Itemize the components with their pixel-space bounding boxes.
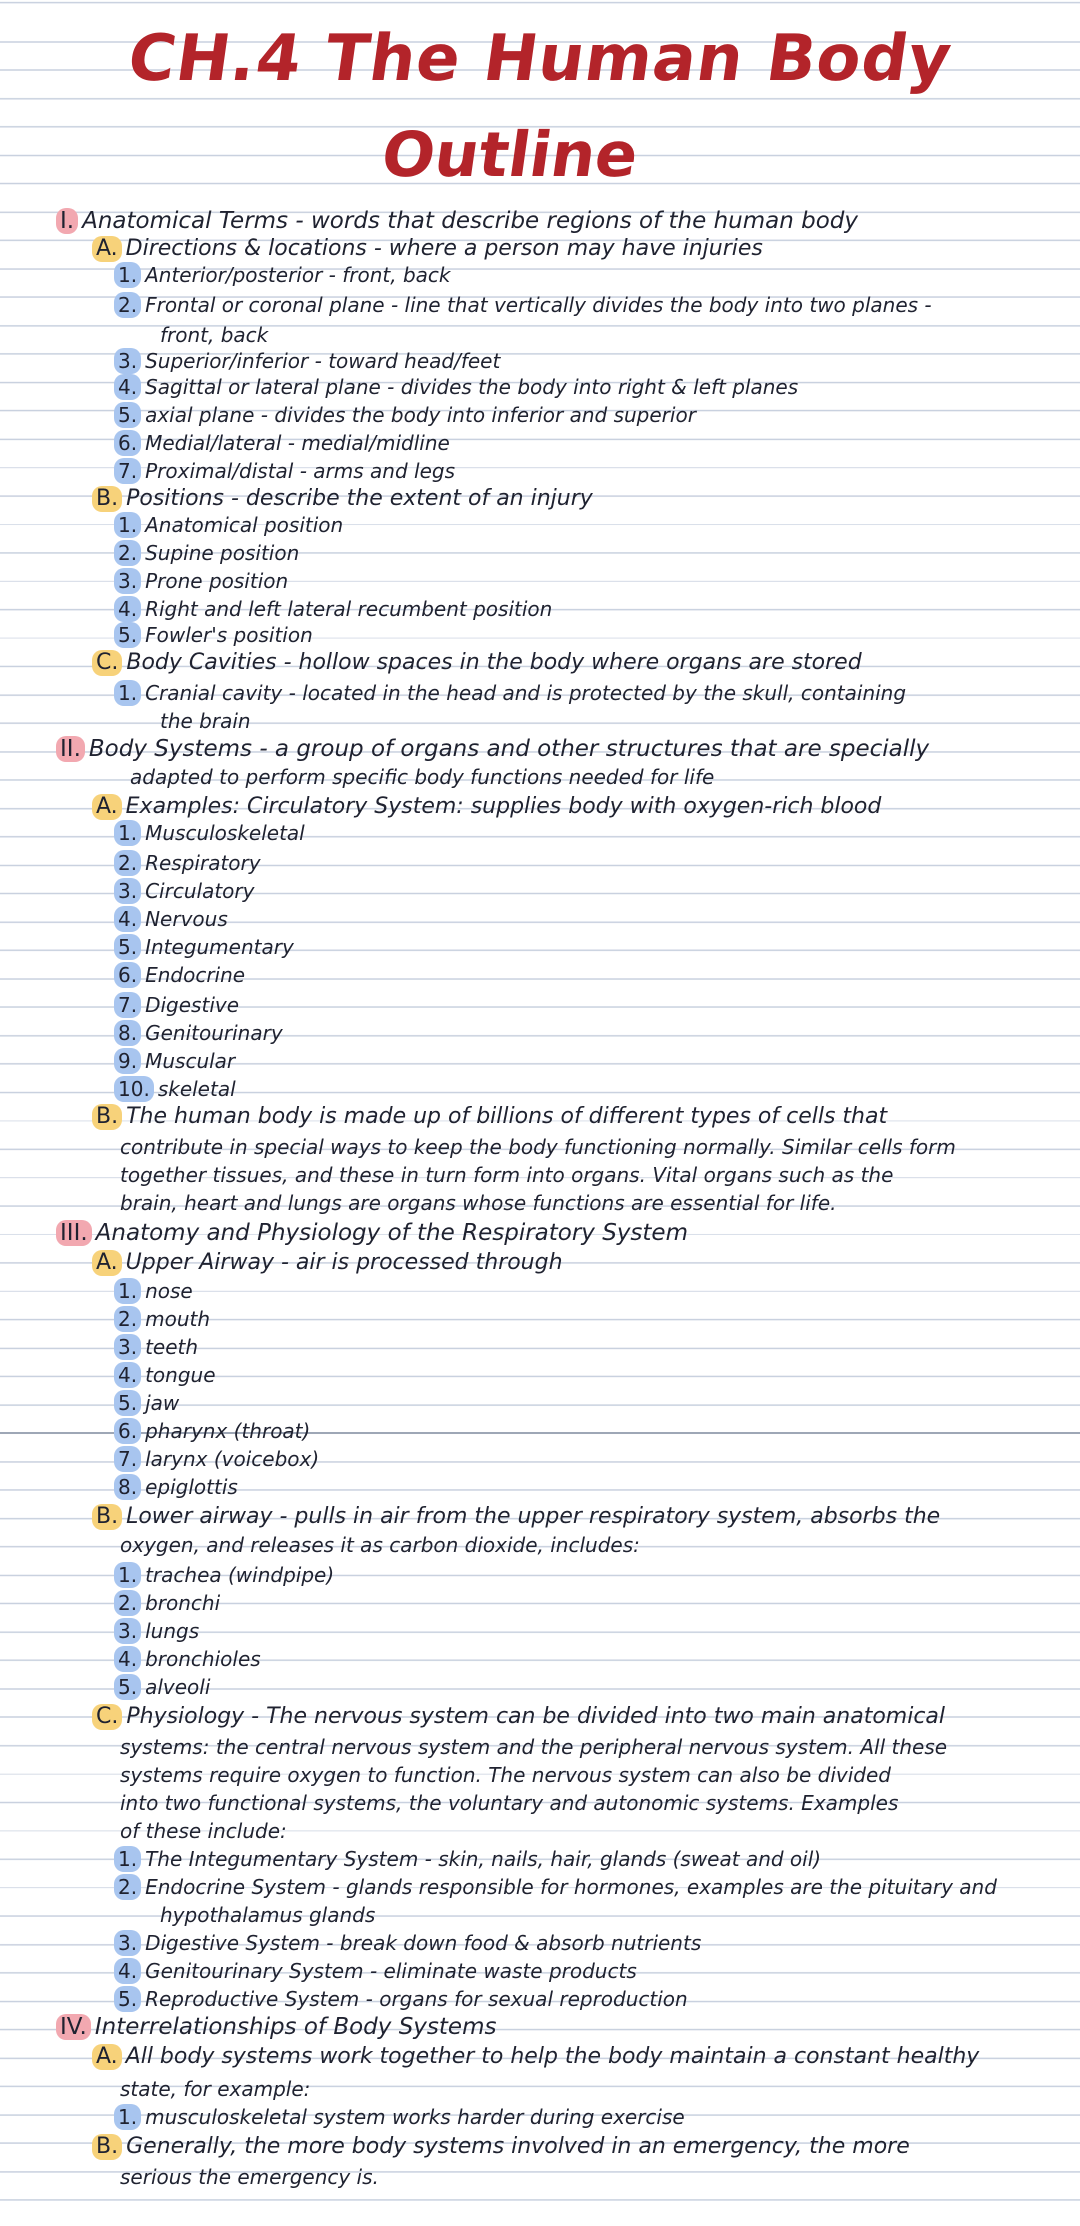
outline-marker: 6.: [114, 1418, 141, 1444]
outline-line: [114, 850, 261, 876]
outline-text: nose: [145, 1279, 193, 1303]
outline-text: Cranial cavity - located in the head and is protected by the skull, containing: [145, 681, 907, 705]
outline-line: [114, 1618, 199, 1644]
outline-text: Proximal/distal - arms and legs: [145, 459, 455, 483]
outline-marker: 5.: [114, 934, 141, 960]
outline-text: Muscular: [145, 1049, 236, 1073]
outline-text: front, back: [160, 323, 269, 347]
outline-text: serious the emergency is.: [120, 2165, 379, 2189]
outline-line: [114, 374, 798, 400]
outline-text: Anatomy and Physiology of the Respiratory System: [95, 1220, 688, 1246]
outline-line: [92, 1250, 563, 1276]
outline-marker: 7.: [114, 1446, 141, 1472]
outline-marker: IV.: [56, 2014, 91, 2040]
outline-text: teeth: [145, 1335, 199, 1359]
outline-text: Genitourinary System - eliminate waste products: [145, 1959, 637, 1983]
outline-text: trachea (windpipe): [145, 1563, 335, 1587]
outline-marker: 3.: [114, 1334, 141, 1360]
outline-marker: 2.: [114, 850, 141, 876]
outline-marker: C.: [92, 1704, 122, 1730]
outline-line: [114, 1930, 701, 1956]
outline-marker: A.: [92, 236, 122, 262]
outline-text: Nervous: [145, 907, 228, 931]
outline-text: Positions - describe the extent of an injury: [126, 486, 593, 511]
outline-line: [120, 1134, 956, 1160]
page-subtitle: Outline: [377, 118, 643, 191]
outline-marker: 3.: [114, 1618, 141, 1644]
outline-text: Medial/lateral - medial/midline: [145, 431, 450, 455]
outline-text: Directions & locations - where a person may have injuries: [125, 236, 763, 261]
outline-line: [114, 1590, 220, 1616]
outline-line: [114, 568, 288, 594]
outline-line: [114, 1986, 688, 2012]
outline-marker: 5.: [114, 1674, 141, 1700]
outline-line: [92, 1504, 940, 1530]
outline-line: [114, 1846, 821, 1872]
outline-text: pharynx (throat): [145, 1419, 311, 1443]
outline-line: [120, 1162, 893, 1188]
outline-marker: 1.: [114, 1562, 141, 1588]
outline-text: Generally, the more body systems involved in an emergency, the more: [126, 2134, 910, 2159]
outline-marker: 1.: [114, 262, 141, 288]
outline-line: [120, 2076, 310, 2102]
outline-line: [92, 1104, 887, 1130]
outline-marker: 2.: [114, 292, 141, 318]
outline-line: [114, 1446, 319, 1472]
outline-text: together tissues, and these in turn form into organs. Vital organs such as the: [120, 1163, 894, 1187]
outline-text: alveoli: [145, 1675, 211, 1699]
outline-text: All body systems work together to help the body maintain a constant healthy: [125, 2044, 980, 2069]
outline-text: Superior/inferior - toward head/feet: [145, 349, 501, 373]
outline-line: [114, 934, 294, 960]
outline-marker: 3.: [114, 1930, 141, 1956]
outline-marker: B.: [92, 1504, 122, 1530]
outline-text: The human body is made up of billions of different types of cells that: [126, 1104, 888, 1129]
outline-line: [114, 1958, 637, 1984]
outline-text: Endocrine System - glands responsible for hormones, examples are the pituitary and: [145, 1875, 997, 1899]
outline-marker: 5.: [114, 402, 141, 428]
outline-line: [114, 1076, 236, 1102]
outline-marker: B.: [92, 486, 122, 512]
outline-marker: 1.: [114, 820, 141, 846]
outline-text: Right and left lateral recumbent position: [145, 597, 553, 621]
outline-line: [114, 1362, 216, 1388]
outline-marker: A.: [92, 794, 122, 820]
outline-line: [114, 1020, 283, 1046]
outline-text: tongue: [145, 1363, 216, 1387]
outline-text: brain, heart and lungs are organs whose functions are essential for life.: [120, 1191, 837, 1215]
outline-line: [120, 1190, 836, 1216]
outline-line: [114, 1048, 235, 1074]
outline-line: [114, 906, 228, 932]
outline-text: Endocrine: [145, 963, 246, 987]
outline-line: [114, 992, 239, 1018]
outline-line: [114, 1562, 334, 1588]
outline-line: [92, 486, 593, 512]
outline-line: [114, 540, 299, 566]
outline-line: [120, 1532, 640, 1558]
outline-text: systems: the central nervous system and the peripheral nervous system. All these: [120, 1735, 948, 1759]
outline-marker: 2.: [114, 1590, 141, 1616]
outline-line: [114, 1278, 193, 1304]
outline-text: Digestive System - break down food & absorb nutrients: [145, 1931, 702, 1955]
outline-line: [114, 1334, 198, 1360]
outline-line: [92, 794, 881, 820]
outline-line: [114, 596, 552, 622]
outline-text: axial plane - divides the body into inferior and superior: [145, 403, 696, 427]
outline-line: [114, 348, 500, 374]
outline-text: Upper Airway - air is processed through: [125, 1250, 563, 1275]
outline-line: [56, 1220, 688, 1246]
outline-marker: 3.: [114, 878, 141, 904]
outline-line: [114, 878, 254, 904]
outline-text: jaw: [145, 1391, 180, 1415]
outline-text: epiglottis: [145, 1475, 238, 1499]
outline-text: Prone position: [145, 569, 289, 593]
outline-line: [120, 1734, 947, 1760]
outline-marker: 4.: [114, 596, 141, 622]
outline-marker: 3.: [114, 568, 141, 594]
outline-marker: I.: [56, 208, 78, 234]
outline-line: [114, 458, 455, 484]
outline-marker: 4.: [114, 1958, 141, 1984]
outline-marker: 5.: [114, 1986, 141, 2012]
outline-text: bronchi: [145, 1591, 221, 1615]
outline-line: [114, 292, 932, 318]
outline-marker: 1.: [114, 512, 141, 538]
outline-marker: 1.: [114, 2104, 141, 2130]
outline-marker: 2.: [114, 1306, 141, 1332]
outline-line: [92, 236, 763, 262]
outline-text: The Integumentary System - skin, nails, hair, glands (sweat and oil): [145, 1847, 822, 1871]
outline-line: [114, 680, 906, 706]
outline-text: lungs: [145, 1619, 200, 1643]
outline-text: Genitourinary: [145, 1021, 283, 1045]
outline-marker: A.: [92, 1250, 122, 1276]
outline-line: [120, 2164, 379, 2190]
outline-line: [114, 430, 450, 456]
outline-line: [92, 2044, 979, 2070]
outline-line: [114, 1418, 310, 1444]
outline-line: [92, 650, 862, 676]
outline-marker: C.: [92, 650, 122, 676]
outline-line: [114, 820, 305, 846]
outline-text: adapted to perform specific body functions needed for life: [130, 765, 715, 789]
outline-marker: 6.: [114, 962, 141, 988]
outline-text: Body Systems - a group of organs and other structures that are specially: [88, 736, 930, 762]
outline-marker: 5.: [114, 1390, 141, 1416]
outline-text: the brain: [160, 709, 251, 733]
outline-marker: 1.: [114, 680, 141, 706]
outline-line: [160, 1902, 375, 1928]
outline-marker: 4.: [114, 906, 141, 932]
outline-marker: 8.: [114, 1020, 141, 1046]
outline-line: [56, 736, 929, 762]
outline-line: [160, 322, 268, 348]
outline-line: [120, 1790, 898, 1816]
outline-text: Fowler's position: [145, 623, 313, 647]
outline-text: bronchioles: [145, 1647, 261, 1671]
outline-marker: 2.: [114, 1874, 141, 1900]
outline-text: state, for example:: [120, 2077, 311, 2101]
outline-text: hypothalamus glands: [160, 1903, 376, 1927]
outline-line: [56, 2014, 496, 2040]
outline-text: Anterior/posterior - front, back: [145, 263, 451, 287]
outline-line: [114, 1474, 238, 1500]
outline-text: larynx (voicebox): [145, 1447, 320, 1471]
outline-marker: B.: [92, 2134, 122, 2160]
outline-marker: 5.: [114, 622, 141, 648]
outline-line: [114, 2104, 685, 2130]
outline-text: oxygen, and releases it as carbon dioxide, includes:: [120, 1533, 640, 1557]
outline-text: Frontal or coronal plane - line that vertically divides the body into two planes -: [145, 293, 932, 317]
outline-line: [114, 262, 451, 288]
outline-text: Lower airway - pulls in air from the upper respiratory system, absorbs the: [126, 1504, 941, 1529]
outline-marker: 7.: [114, 992, 141, 1018]
outline-marker: 8.: [114, 1474, 141, 1500]
outline-marker: 1.: [114, 1278, 141, 1304]
outline-text: of these include:: [120, 1819, 287, 1843]
outline-line: [114, 1646, 261, 1672]
outline-marker: 1.: [114, 1846, 141, 1872]
outline-marker: 4.: [114, 1362, 141, 1388]
outline-text: Integumentary: [145, 935, 294, 959]
outline-text: Supine position: [145, 541, 300, 565]
outline-text: Anatomical position: [145, 513, 344, 537]
outline-text: Examples: Circulatory System: supplies body with oxygen-rich blood: [125, 794, 882, 819]
outline-marker: B.: [92, 1104, 122, 1130]
outline-line: [120, 1762, 891, 1788]
outline-text: Digestive: [145, 993, 240, 1017]
outline-line: [92, 1704, 945, 1730]
outline-line: [56, 208, 858, 234]
outline-text: musculoskeletal system works harder during exercise: [145, 2105, 685, 2129]
outline-marker: 4.: [114, 1646, 141, 1672]
outline-line: [92, 2134, 910, 2160]
outline-marker: 3.: [114, 348, 141, 374]
outline-line: [120, 1818, 287, 1844]
outline-marker: 6.: [114, 430, 141, 456]
outline-line: [114, 1390, 179, 1416]
outline-text: skeletal: [157, 1077, 236, 1101]
outline-line: [114, 1674, 210, 1700]
outline-line: [114, 402, 696, 428]
outline-line: [114, 1874, 997, 1900]
outline-marker: 2.: [114, 540, 141, 566]
outline-text: Physiology - The nervous system can be divided into two main anatomical: [126, 1704, 946, 1729]
outline-line: [160, 708, 251, 734]
outline-line: [114, 1306, 210, 1332]
outline-text: mouth: [145, 1307, 211, 1331]
outline-marker: II.: [56, 736, 85, 762]
outline-text: Reproductive System - organs for sexual reproduction: [145, 1987, 688, 2011]
outline-text: Musculoskeletal: [145, 821, 305, 845]
outline-marker: III.: [56, 1220, 92, 1246]
page-title: CH.4 The Human Body: [123, 22, 957, 96]
outline-text: Body Cavities - hollow spaces in the body where organs are stored: [126, 650, 862, 675]
outline-text: into two functional systems, the voluntary and autonomic systems. Examples: [120, 1791, 899, 1815]
outline-text: Circulatory: [145, 879, 255, 903]
outline-text: Interrelationships of Body Systems: [94, 2014, 497, 2040]
outline-marker: 7.: [114, 458, 141, 484]
outline-marker: 9.: [114, 1048, 141, 1074]
outline-marker: 4.: [114, 374, 141, 400]
outline-line: [114, 622, 313, 648]
outline-text: Anatomical Terms - words that describe regions of the human body: [82, 208, 858, 234]
outline-text: systems require oxygen to function. The nervous system can also be divided: [120, 1763, 891, 1787]
outline-line: [130, 764, 714, 790]
outline-text: Sagittal or lateral plane - divides the body into right & left planes: [145, 375, 799, 399]
outline-marker: A.: [92, 2044, 122, 2070]
outline-text: contribute in special ways to keep the body functioning normally. Similar cells form: [120, 1135, 956, 1159]
outline-line: [114, 962, 245, 988]
outline-line: [114, 512, 343, 538]
outline-marker: 10.: [114, 1076, 154, 1102]
outline-text: Respiratory: [145, 851, 261, 875]
